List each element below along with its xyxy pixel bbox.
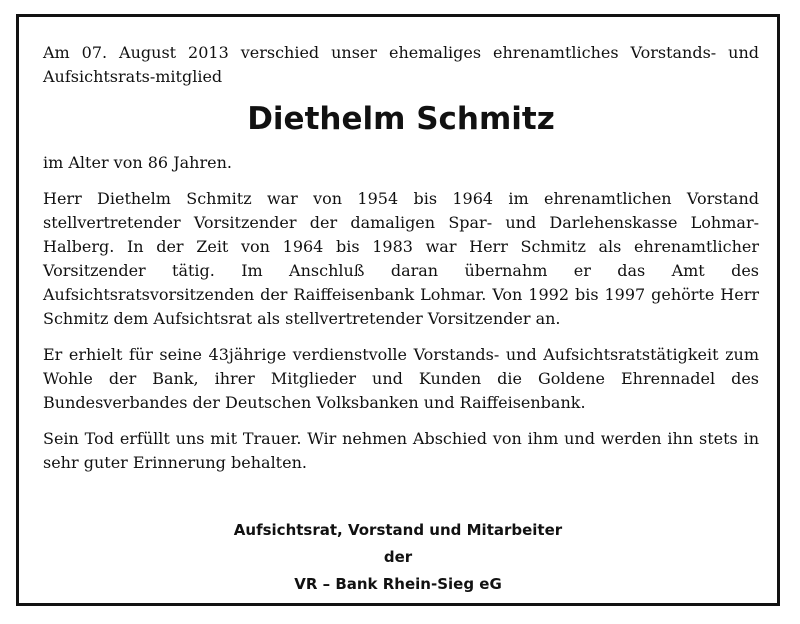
age-line: im Alter von 86 Jahren.	[43, 153, 232, 172]
signature-line-2: der	[383, 548, 413, 566]
obituary-notice	[16, 14, 780, 606]
biography-paragraph: Herr Diethelm Schmitz war von 1954 bis 1964 im ehrenamtlichen Vorstand stellvertretender Vorsitzender der damaligen Spar- und Darlehenskasse Lohmar-Halberg. In der Zeit von 1964 bis 1983 war Herr Schmitz als ehrenamtlicher Vorsitzender tätig. Im Anschluß daran übernahm er das Amt des Aufsichtsratsvorsitzenden der Raiffeisenbank Lohmar. Von 1992 bis 1997 gehörte Herr Schmitz dem Aufsichtsrat als stellvertretender Vorsitzender an.	[43, 189, 759, 328]
signature-line-1: Aufsichtsrat, Vorstand und Mitarbeiter	[233, 521, 563, 539]
signature-block	[19, 517, 777, 598]
closing-paragraph: Sein Tod erfüllt uns mit Trauer. Wir nehmen Abschied von ihm und werden ihn stets in sehr guter Erinnerung behalten.	[43, 429, 759, 472]
intro-text: Am 07. August 2013 verschied unser ehemaliges ehrenamtliches Vorstands- und Aufsichtsrats-mitglied	[43, 43, 759, 86]
deceased-name: Diethelm Schmitz	[247, 101, 555, 137]
notice-body	[43, 41, 759, 475]
honor-paragraph: Er erhielt für seine 43jährige verdienstvolle Vorstands- und Aufsichtsratstätigkeit zum Wohle der Bank, ihrer Mitglieder und Kunden die Goldene Ehrennadel des Bundesverbandes der Deutschen Volksbanken und Raiffeisenbank.	[43, 345, 759, 412]
signature-line-3: VR – Bank Rhein-Sieg eG	[294, 575, 502, 593]
